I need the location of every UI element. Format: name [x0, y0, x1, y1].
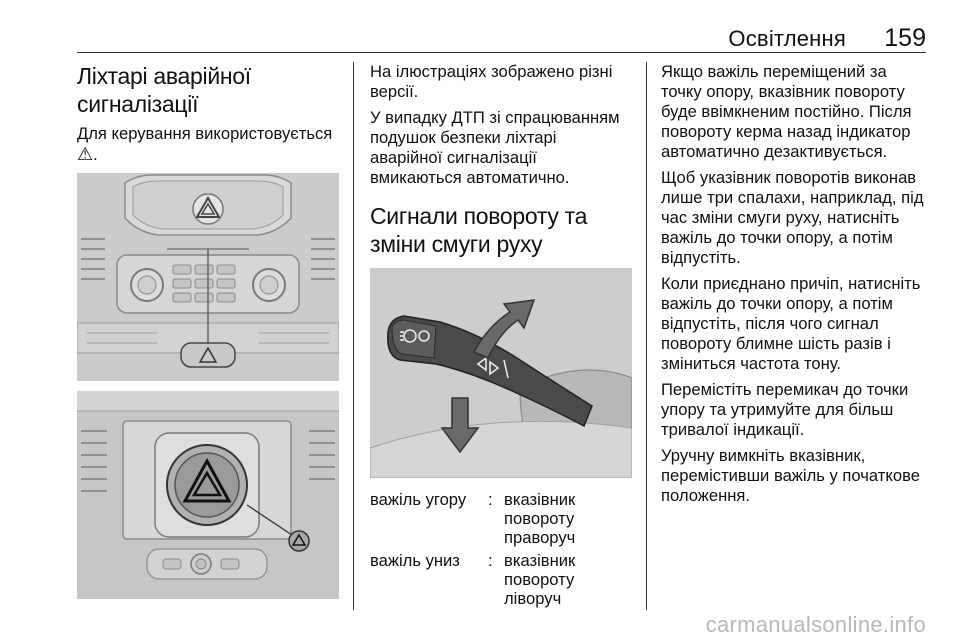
paragraph-lane-change: Щоб указівник поворотів виконав лише три спалахи, наприклад, під час зміни смуги руху, натисніть важіль до точки опору, а потім відпустіть. — [661, 168, 924, 267]
paragraph-trailer: Коли приєднано причіп, натисніть важіль до точки опору, а потім відпустіть, після чого сигнал повороту блимне шість разів і зміниться частота тону. — [661, 274, 921, 373]
turn-signal-heading: Сигнали повороту та зміни смуги руху — [370, 203, 588, 257]
hazard-text — [77, 124, 339, 165]
watermark: carmanualsonline.info — [705, 612, 926, 637]
column-turn-signals — [370, 62, 632, 612]
lever-definitions — [370, 490, 632, 608]
column-divider-1 — [353, 62, 354, 610]
paragraph-manual-off: Уручну вимкніть вказівник, перемістивши важіль у початкове положення. — [661, 446, 920, 505]
airbag-note: У випадку ДТП зі спрацюванням подушок безпеки ліхтарі аварійної сигналізації вмикаються автоматично. — [370, 108, 620, 187]
console-illustration — [77, 391, 339, 599]
hazard-heading: Ліхтарі аварійної сигналізації — [77, 63, 251, 117]
definition-description: вказівник повороту ліворуч — [504, 551, 576, 608]
column-divider-2 — [646, 62, 647, 610]
paragraph-detent: Якщо важіль переміщений за точку опору, вказівник повороту буде ввімкненим постійно. Після повороту керма назад індикатор автоматично дезактивується. — [661, 62, 912, 161]
definition-term: важіль униз — [370, 551, 460, 570]
hazard-warning-icon: ⚠ — [77, 144, 94, 164]
illustrations-note: На ілюстраціях зображено різні версії. — [370, 62, 613, 101]
definition-row — [370, 490, 632, 547]
column-hazard-lights — [77, 62, 339, 599]
column-turn-signal-details — [661, 62, 926, 512]
hazard-text-period: . — [93, 145, 98, 164]
hazard-text-body: Для керування використовується — [77, 124, 333, 143]
hazard-button-figure-bottom — [77, 391, 339, 599]
definition-row — [370, 551, 632, 608]
definition-separator: : — [488, 490, 493, 509]
paragraph-hold: Перемістіть перемикач до точки упору та утримуйте для більш тривалої індикації. — [661, 380, 909, 439]
page-number: 159 — [884, 24, 926, 52]
definition-separator: : — [488, 551, 493, 570]
definition-description: вказівник повороту праворуч — [504, 490, 576, 547]
lever-illustration — [370, 268, 632, 478]
turn-signal-lever-figure — [370, 268, 632, 478]
hazard-button-figure-top — [77, 173, 339, 381]
section-title: Освітлення — [728, 26, 846, 51]
definition-term: важіль угору — [370, 490, 467, 509]
page-header — [77, 22, 926, 53]
dashboard-illustration — [77, 173, 339, 381]
